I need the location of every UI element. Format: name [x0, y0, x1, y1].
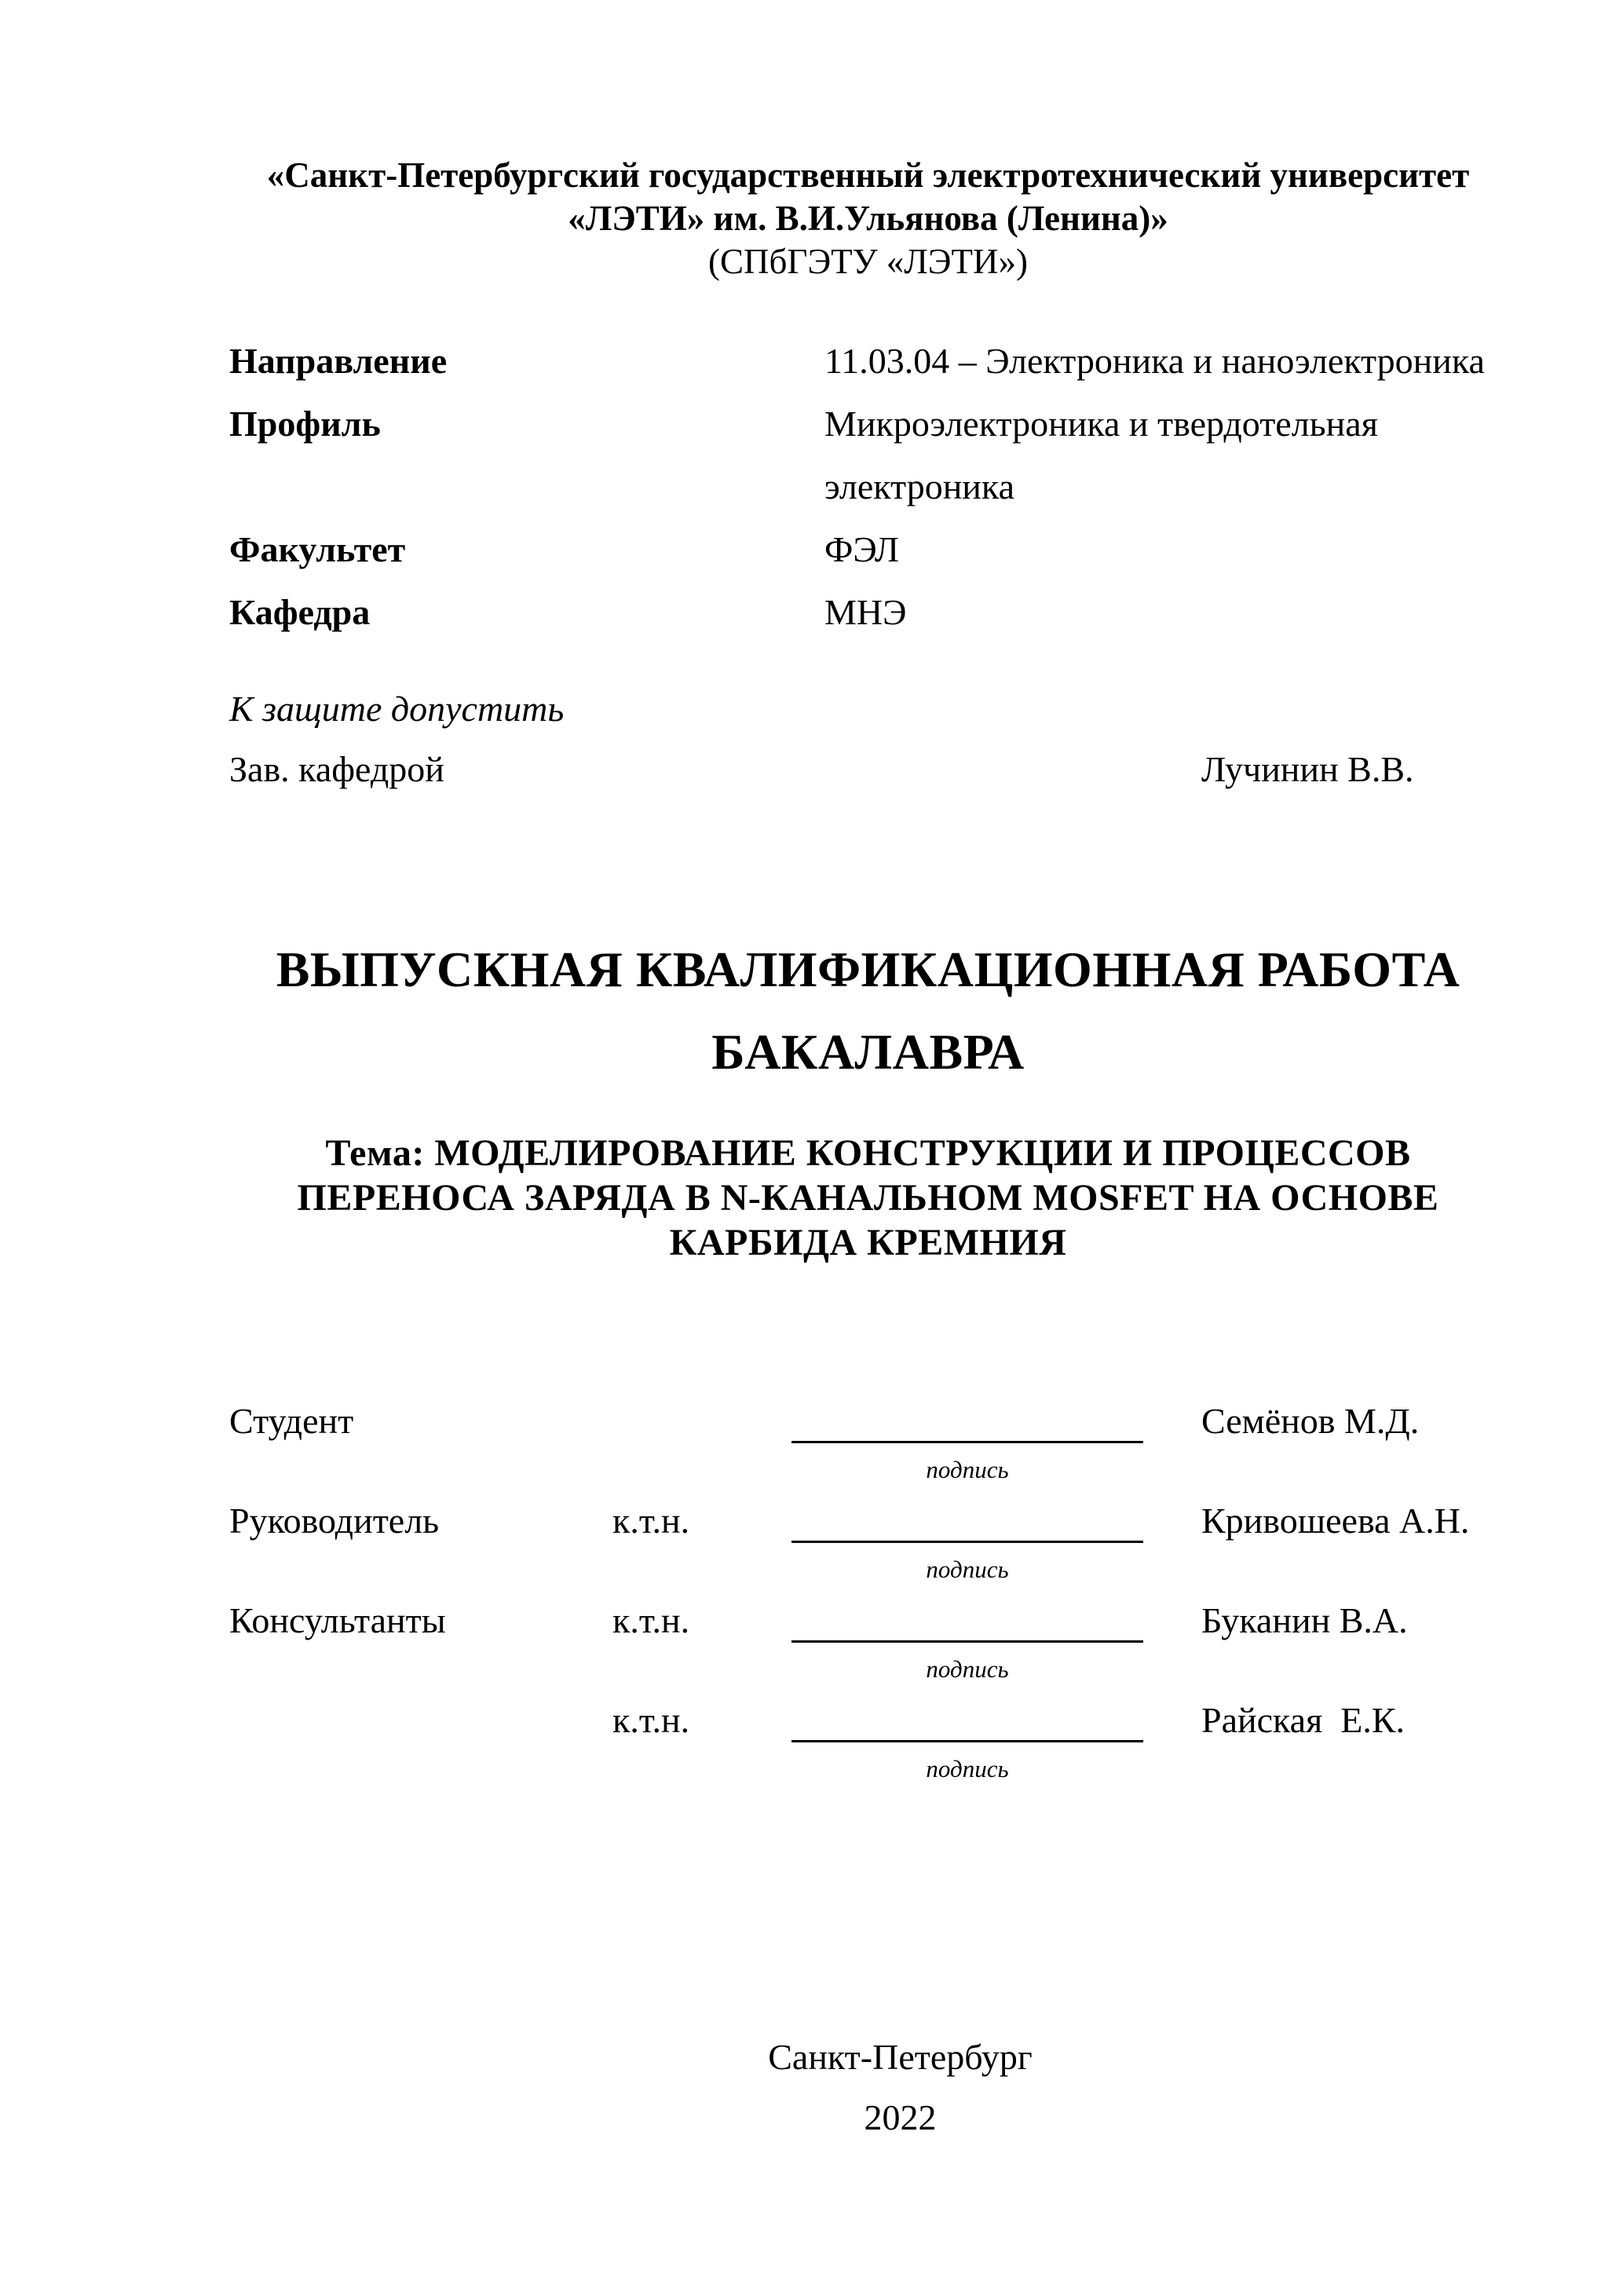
- signature-caption: подпись: [926, 1755, 1009, 1782]
- university-abbreviation: (СПбГЭТУ «ЛЭТИ»): [708, 242, 1028, 281]
- direction-value: 11.03.04 – Электроника и наноэлектроника: [824, 341, 1485, 381]
- footer: [229, 2027, 1507, 2148]
- signature-row-student: [229, 1399, 1507, 1499]
- theme-line1: Тема: МОДЕЛИРОВАНИЕ КОНСТРУКЦИИ И ПРОЦЕССОВ: [325, 1132, 1411, 1174]
- signature-row-consultant-2: [229, 1698, 1507, 1798]
- student-name: Семёнов М.Д.: [1201, 1401, 1420, 1441]
- program-fields: [229, 330, 1507, 644]
- year-label: 2022: [864, 2097, 937, 2137]
- department-label: Кафедра: [229, 592, 371, 632]
- university-name-line2: «ЛЭТИ» им. В.И.Ульянова (Ленина)»: [568, 199, 1168, 238]
- consultant1-degree-label: к.т.н.: [612, 1600, 690, 1640]
- admission-note: К защите допустить: [229, 689, 565, 729]
- signature-line: [791, 1441, 1143, 1443]
- theme-title: [229, 1131, 1507, 1265]
- admission-block: [229, 687, 1507, 791]
- signature-line: [791, 1541, 1143, 1543]
- department-value: МНЭ: [824, 592, 907, 632]
- city-label: Санкт-Петербург: [768, 2037, 1033, 2077]
- faculty-label: Факультет: [229, 529, 406, 569]
- signature-caption: подпись: [926, 1456, 1009, 1483]
- field-row-profile: [229, 393, 1507, 518]
- university-header: [229, 154, 1507, 283]
- field-row-direction: [229, 330, 1507, 393]
- supervisor-degree-label: к.т.н.: [612, 1501, 690, 1541]
- supervisor-name: Кривошеева А.Н.: [1201, 1501, 1470, 1541]
- signature-caption: подпись: [926, 1655, 1009, 1683]
- field-row-department: [229, 581, 1507, 644]
- profile-label: Профиль: [229, 404, 381, 444]
- supervisor-role-label: Руководитель: [229, 1501, 440, 1541]
- signature-line: [791, 1640, 1143, 1643]
- profile-value: Микроэлектроника и твердотельная электроника: [824, 404, 1378, 506]
- signature-row-supervisor: [229, 1499, 1507, 1599]
- field-row-faculty: [229, 518, 1507, 581]
- signature-line: [791, 1740, 1143, 1742]
- consultants-role-label: Консультанты: [229, 1600, 446, 1640]
- work-title-line1: ВЫПУСКНАЯ КВАЛИФИКАЦИОННАЯ РАБОТА: [276, 941, 1460, 997]
- work-title: [229, 928, 1507, 1093]
- direction-label: Направление: [229, 341, 448, 381]
- consultant2-name: Райская Е.К.: [1201, 1700, 1406, 1740]
- department-head-name: Лучинин В.В.: [1201, 749, 1414, 789]
- student-role-label: Студент: [229, 1401, 354, 1441]
- signature-block: [229, 1399, 1507, 1798]
- university-name-line1: «Санкт-Петербургский государственный электротехнический университет: [266, 155, 1470, 195]
- faculty-value: ФЭЛ: [824, 529, 900, 569]
- signature-row-consultant-1: [229, 1599, 1507, 1698]
- work-title-line2: БАКАЛАВРА: [711, 1024, 1025, 1080]
- consultant2-degree-label: к.т.н.: [612, 1700, 690, 1740]
- admission-row: [229, 748, 1507, 791]
- theme-line2: ПЕРЕНОСА ЗАРЯДА В N-КАНАЛЬНОМ MOSFET НА ОСНОВЕ: [297, 1177, 1439, 1219]
- theme-line3: КАРБИДА КРЕМНИЯ: [669, 1222, 1067, 1263]
- consultant1-name: Буканин В.А.: [1201, 1600, 1408, 1640]
- department-head-label: Зав. кафедрой: [229, 749, 444, 789]
- signature-caption: подпись: [926, 1556, 1009, 1583]
